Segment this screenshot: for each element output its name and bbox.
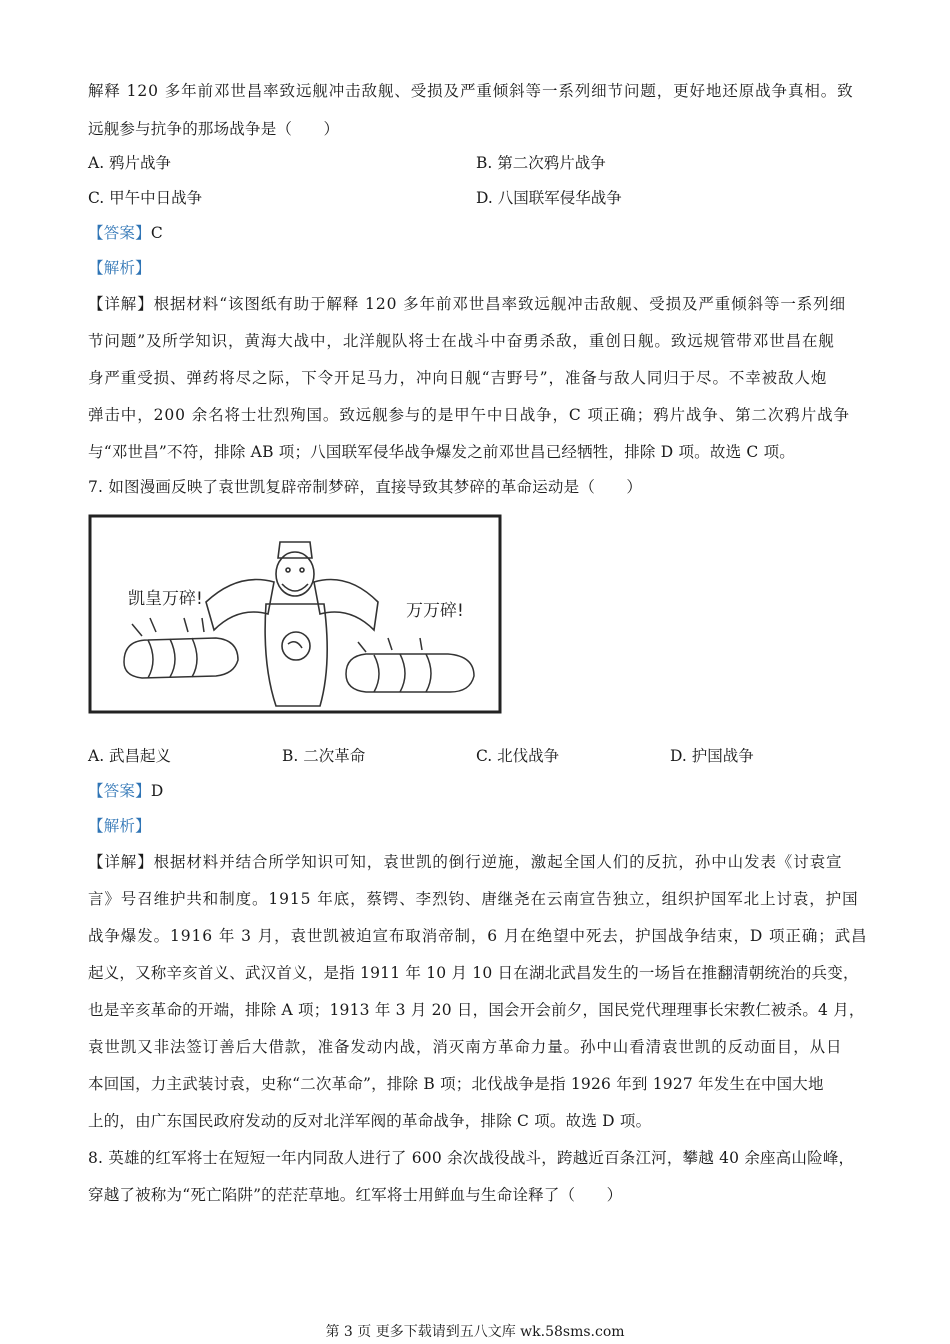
q6-detail-line-4: 弹击中，200 余名将士壮烈殉国。致远舰参与的是甲午中日战争，C 项正确；鸦片战争、第二次鸦片战争 xyxy=(88,406,850,424)
q6-answer xyxy=(88,222,163,244)
q7-detail-text-1: 根据材料并结合所学知识可知，袁世凯的倒行逆施，激起全国人们的反抗，孙中山发表《讨袁宣 xyxy=(153,853,843,871)
q6-detail-line-3: 身严重受损、弹药将尽之际，下令开足马力，冲向日舰“吉野号”，准备与敌人同归于尽。不幸被敌人炮 xyxy=(88,369,828,387)
q6-detail-line-1 xyxy=(88,293,846,315)
q7-answer-value: D xyxy=(150,782,164,800)
q6-detail-line-2: 节问题”及所学知识，黄海大战中，北洋舰队将士在战斗中奋勇杀敌，重创日舰。致远规管带邓世昌在舰 xyxy=(88,332,835,350)
q6-analysis xyxy=(88,257,151,279)
q7-analysis-tag: 【解析】 xyxy=(88,817,151,835)
q6-detail-line-5: 与“邓世昌”不符，排除 AB 项；八国联军侵华战争爆发之前邓世昌已经牺牲，排除 D 项。故选 C 项。 xyxy=(88,443,795,461)
q7-option-d: D. 护国战争 xyxy=(670,747,754,765)
q7-answer xyxy=(88,780,163,802)
q7-option-c: C. 北伐战争 xyxy=(476,747,560,765)
page-footer: 第 3 页 更多下载请到五八文库 wk.58sms.com xyxy=(325,1324,625,1340)
q6-answer-tag: 【答案】 xyxy=(88,224,151,242)
q7-detail-tag: 【详解】 xyxy=(88,853,154,871)
q6-stem-line-1: 解释 120 多年前邓世昌率致远舰冲击敌舰、受损及严重倾斜等一系列细节问题，更好地还原战争真相。致 xyxy=(88,82,854,100)
q7-detail-line-5: 也是辛亥革命的开端，排除 A 项；1913 年 3 月 20 日，国会开会前夕，国民党代理理事长宋教仁被杀。4 月， xyxy=(88,1001,865,1019)
q7-answer-tag: 【答案】 xyxy=(88,782,151,800)
q7-option-a: A. 武昌起义 xyxy=(88,747,172,765)
right-speech-text: 万万碎! xyxy=(406,601,464,621)
left-speech-text: 凯皇万碎! xyxy=(128,589,203,609)
q7-detail-line-1 xyxy=(88,851,842,873)
q7-stem: 7. 如图漫画反映了袁世凯复辟帝制梦碎，直接导致其梦碎的革命运动是（ ） xyxy=(88,478,643,496)
yuan-shikai-cartoon xyxy=(88,514,502,714)
q6-answer-value: C xyxy=(150,224,163,242)
q7-detail-line-7: 本回国，力主武装讨袁，史称“二次革命”，排除 B 项；北伐战争是指 1926 年到 1927 年发生在中国大地 xyxy=(88,1075,824,1093)
q7-analysis xyxy=(88,815,151,837)
q7-detail-line-3: 战争爆发。1916 年 3 月，袁世凯被迫宣布取消帝制，6 月在绝望中死去，护国战争结束，D 项正确；武昌 xyxy=(88,927,868,945)
q6-option-c: C. 甲午中日战争 xyxy=(88,189,203,207)
q6-analysis-tag: 【解析】 xyxy=(88,259,151,277)
q7-option-b: B. 二次革命 xyxy=(282,747,366,765)
q7-detail-line-8: 上的，由广东国民政府发动的反对北洋军阀的革命战争，排除 C 项。故选 D 项。 xyxy=(88,1112,652,1130)
q7-detail-line-6: 袁世凯又非法签订善后大借款，准备发动内战，消灭南方革命力量。孙中山看清袁世凯的反动面目，从日 xyxy=(88,1038,843,1056)
q6-option-a: A. 鸦片战争 xyxy=(88,154,172,172)
q7-detail-line-4: 起义，又称辛亥首义、武汉首义，是指 1911 年 10 月 10 日在湖北武昌发生的一场旨在推翻清朝统治的兵变， xyxy=(88,964,859,982)
q7-detail-line-2: 言》号召维护共和制度。1915 年底，蔡锷、李烈钧、唐继尧在云南宣告独立，组织护国军北上讨袁，护国 xyxy=(88,890,859,908)
q6-option-d: D. 八国联军侵华战争 xyxy=(476,189,622,207)
q6-detail-tag: 【详解】 xyxy=(88,295,154,313)
q6-stem-line-2: 远舰参与抗争的那场战争是（ ） xyxy=(88,120,340,138)
q6-option-b: B. 第二次鸦片战争 xyxy=(476,154,606,172)
q6-detail-text-1: 根据材料“该图纸有助于解释 120 多年前邓世昌率致远舰冲击敌舰、受损及严重倾斜等一系列细 xyxy=(153,295,846,313)
q8-stem-line-1: 8. 英雄的红军将士在短短一年内同敌人进行了 600 余次战役战斗，跨越近百条江河，攀越 40 余座高山险峰， xyxy=(88,1149,855,1167)
q8-stem-line-2: 穿越了被称为“死亡陷阱”的茫茫草地。红军将士用鲜血与生命诠释了（ ） xyxy=(88,1186,623,1204)
